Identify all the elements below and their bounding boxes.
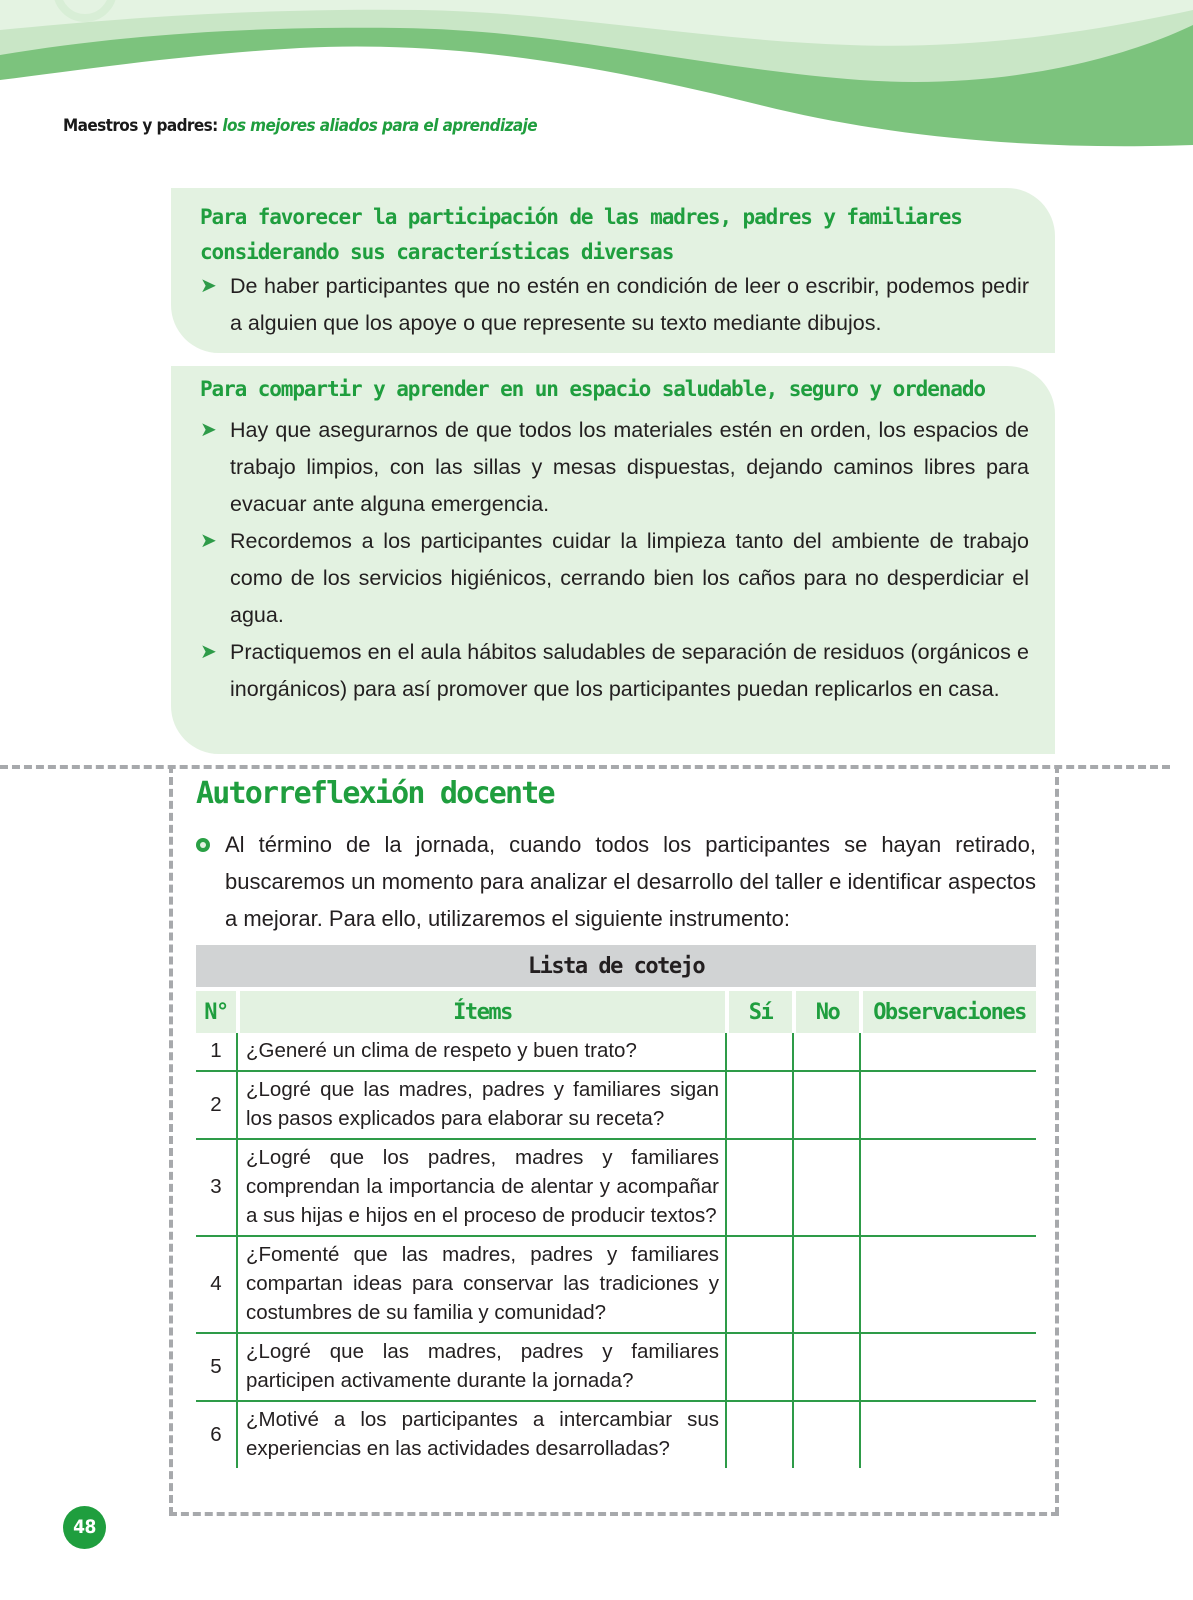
- dashed-divider: [0, 765, 1170, 769]
- bullet-dot-icon: [196, 838, 210, 852]
- no-cell[interactable]: [792, 1402, 859, 1468]
- chevron-right-icon: ➤: [200, 419, 217, 441]
- row-number: 1: [196, 1033, 236, 1072]
- column-header-yes: Sí: [725, 991, 792, 1033]
- table-caption: Lista de cotejo: [196, 945, 1036, 991]
- row-number: 3: [196, 1140, 236, 1237]
- table-row: [196, 1140, 1036, 1237]
- tip-box-title: Para compartir y aprender en un espacio saludable, seguro y ordenado: [200, 377, 985, 401]
- running-head: [63, 116, 537, 136]
- intro-paragraph: Al término de la jornada, cuando todos los participantes se hayan retirado, buscaremos un momento para analizar el desarrollo del taller e identificar aspectos a mejorar. Para ello, utilizaremos el siguiente instrumento:: [196, 826, 1036, 937]
- row-number: 6: [210, 1422, 222, 1446]
- no-cell[interactable]: [792, 1237, 859, 1334]
- row-number: 5: [196, 1334, 236, 1402]
- table-row: [196, 1334, 1036, 1402]
- list-item: ➤ De haber participantes que no estén en condición de leer o escribir, podemos pedir a alguien que los apoye o que represente su texto mediante dibujos.: [200, 268, 1029, 342]
- section-title: Autorreflexión docente: [196, 776, 554, 811]
- row-item: ¿Logré que los padres, madres y familiares comprendan la importancia de alentar y acompañar a sus hijas e hijos en el proceso de producir textos?: [236, 1140, 725, 1237]
- tip-box-bullets: [200, 268, 1029, 342]
- column-header-items: Ítems: [236, 991, 725, 1033]
- yes-cell[interactable]: [725, 1033, 792, 1072]
- tip-box-title: Para favorecer la participación de las madres, padres y familiares considerando sus características diversas: [200, 205, 962, 264]
- dashed-frame-right: [1055, 765, 1059, 1515]
- row-item: ¿Fomenté que las madres, padres y familiares compartan ideas para conservar las tradiciones y costumbres de su familia y comunidad?: [236, 1237, 725, 1334]
- tip-box-diverse-participation: [171, 188, 1055, 353]
- observations-cell[interactable]: [859, 1033, 1036, 1072]
- row-item: ¿Logré que las madres, padres y familiares sigan los pasos explicados para elaborar su receta?: [236, 1072, 725, 1140]
- chevron-right-icon: ➤: [200, 275, 217, 297]
- row-item: ¿Logré que las madres, padres y familiares participen activamente durante la jornada?: [236, 1334, 725, 1402]
- table-row: [196, 1033, 1036, 1072]
- observations-cell[interactable]: [859, 1072, 1036, 1140]
- chevron-right-icon: ➤: [200, 641, 217, 663]
- running-head-bold: Maestros y padres:: [63, 116, 218, 136]
- list-item: ➤ Recordemos a los participantes cuidar la limpieza tanto del ambiente de trabajo como de los servicios higiénicos, cerrando bien los caños para no desperdiciar el agua.: [200, 523, 1029, 634]
- no-cell[interactable]: [792, 1140, 859, 1237]
- chevron-right-icon: ➤: [200, 530, 217, 552]
- row-item: ¿Motivé a los participantes a intercambiar sus experiencias en las actividades desarrolladas?: [236, 1402, 725, 1468]
- no-cell[interactable]: [792, 1334, 859, 1402]
- row-item: ¿Generé un clima de respeto y buen trato?: [236, 1033, 725, 1072]
- tip-box-bullets: [200, 412, 1029, 708]
- table-row: [196, 1402, 1036, 1468]
- column-header-number: N°: [196, 991, 236, 1033]
- column-header-observations: Observaciones: [859, 991, 1036, 1033]
- row-number: 2: [196, 1072, 236, 1140]
- table-row: [196, 1237, 1036, 1334]
- yes-cell[interactable]: [725, 1140, 792, 1237]
- yes-cell[interactable]: [725, 1334, 792, 1402]
- observations-cell[interactable]: [859, 1402, 1036, 1468]
- list-item: ➤ Hay que asegurarnos de que todos los materiales estén en orden, los espacios de trabajo limpios, con las sillas y mesas dispuestas, dejando caminos libres para evacuar ante alguna emergencia.: [200, 412, 1029, 523]
- observations-cell[interactable]: [859, 1334, 1036, 1402]
- no-cell[interactable]: [792, 1033, 859, 1072]
- yes-cell[interactable]: [725, 1072, 792, 1140]
- tip-box-healthy-space: [171, 366, 1055, 754]
- row-number: 4: [196, 1237, 236, 1334]
- table-row: [196, 1072, 1036, 1140]
- checklist-table: [196, 945, 1036, 1468]
- page-number: 48: [63, 1506, 106, 1549]
- dashed-frame-left: [169, 765, 173, 1515]
- yes-cell[interactable]: [725, 1237, 792, 1334]
- observations-cell[interactable]: [859, 1237, 1036, 1334]
- list-item: ➤ Practiquemos en el aula hábitos saludables de separación de residuos (orgánicos e inorgánicos) para así promover que los participantes puedan replicarlos en casa.: [200, 634, 1029, 708]
- dashed-frame-bottom: [169, 1512, 1059, 1516]
- observations-cell[interactable]: [859, 1140, 1036, 1237]
- running-head-italic: los mejores aliados para el aprendizaje: [222, 116, 538, 136]
- column-header-no: No: [792, 991, 859, 1033]
- no-cell[interactable]: [792, 1072, 859, 1140]
- yes-cell[interactable]: [725, 1402, 792, 1468]
